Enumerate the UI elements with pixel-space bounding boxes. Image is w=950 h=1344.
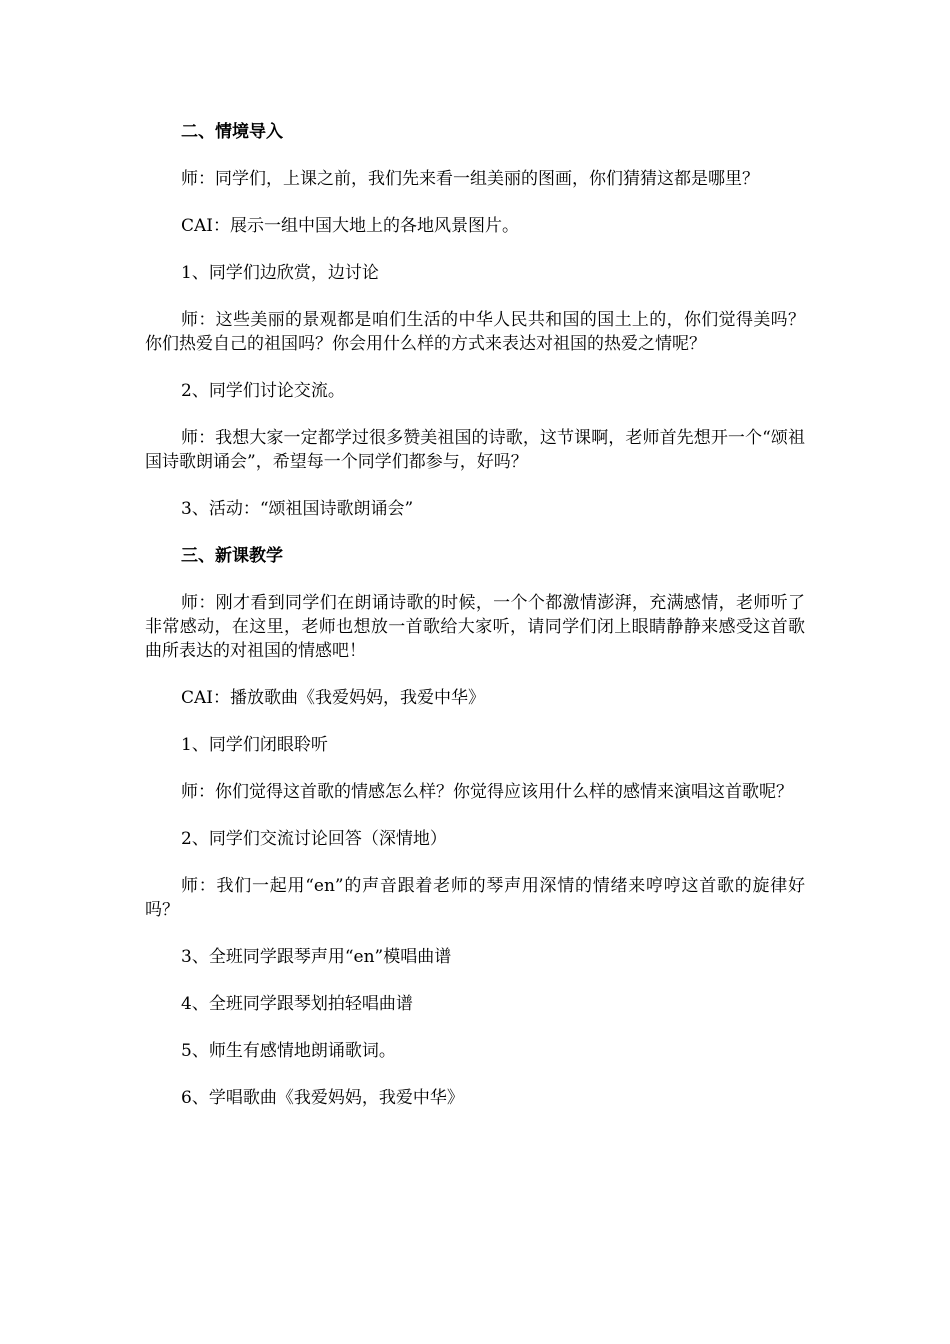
document-body [145,120,805,1133]
section-heading: 二、情境导入 [181,122,283,142]
list-item: 6、学唱歌曲《我爱妈妈，我爱中华》 [181,1088,464,1108]
list-item: 2、同学们交流讨论回答（深情地） [181,829,447,849]
list-item: 1、同学们边欣赏，边讨论 [181,263,379,283]
paragraph: 师：这些美丽的景观都是咱们生活的中华人民共和国的国土上的，你们觉得美吗？你们热爱自己的祖国吗？你会用什么样的方式来表达对祖国的热爱之情呢？ [145,310,805,354]
list-item: 5、师生有感情地朗诵歌词。 [181,1041,396,1061]
paragraph: 师：我想大家一定都学过很多赞美祖国的诗歌，这节课啊，老师首先想开一个“颂祖国诗歌朗诵会”，希望每一个同学们都参与，好吗？ [145,428,805,472]
list-item: 2、同学们讨论交流。 [181,381,345,401]
list-item: 3、活动：“颂祖国诗歌朗诵会” [181,499,414,519]
paragraph: 师：我们一起用“en”的声音跟着老师的琴声用深情的情绪来哼哼这首歌的旋律好吗？ [145,876,805,920]
section-heading: 三、新课教学 [181,546,283,566]
paragraph: 师：同学们，上课之前，我们先来看一组美丽的图画，你们猜猜这都是哪里？ [181,169,759,189]
list-item: 4、全班同学跟琴划拍轻唱曲谱 [181,994,413,1014]
paragraph: CAI：展示一组中国大地上的各地风景图片。 [181,216,519,236]
list-item: 3、全班同学跟琴声用“en”模唱曲谱 [181,947,452,967]
list-item: 1、同学们闭眼聆听 [181,735,328,755]
paragraph: CAI：播放歌曲《我爱妈妈，我爱中华》 [181,688,485,708]
paragraph: 师：刚才看到同学们在朗诵诗歌的时候，一个个都激情澎湃，充满感情，老师听了非常感动，在这里，老师也想放一首歌给大家听，请同学们闭上眼睛静静来感受这首歌曲所表达的对祖国的情感吧！ [145,593,805,661]
paragraph: 师：你们觉得这首歌的情感怎么样？你觉得应该用什么样的感情来演唱这首歌呢？ [181,782,793,802]
